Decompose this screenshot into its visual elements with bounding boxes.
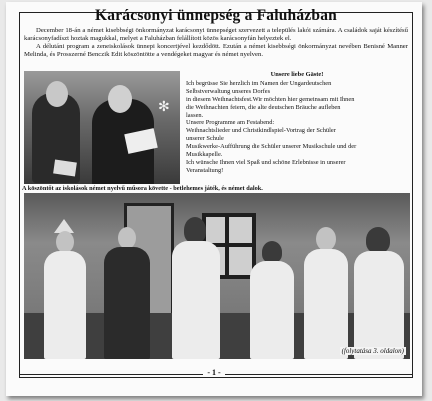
greeting-line: in diesem Weihnachtsfest.Wir möchten hier gemeinsam mit Ihnen [186,95,355,103]
article-intro [24,27,408,59]
continued-note: (folytatása 3. oldalon) [341,347,404,355]
greeting-line: lassen. [186,111,204,119]
page-number-text: - 1 - [203,368,224,377]
article-title: Karácsonyi ünnepség a Faluházban [95,7,337,24]
greeting-line: Ich begrüsse Sie herzlich im Namen der Ungardeutschen [186,79,332,87]
greeting-line: Unsere Programme am Festabend: [186,119,275,127]
newspaper-page [6,2,422,396]
greeting-heading: Unsere liebe Gäste! [270,71,324,78]
snowflake-icon: ✻ [158,100,170,115]
page-number [6,368,422,377]
greeting-line: Ich wünsche Ihnen viel Spaß und schöne Erlebnisse in unserer [186,158,346,166]
photo-speakers [24,71,180,184]
intro-paragraph-1: December 18-án a német kisebbségi önkormányzat karácsonyi ünnepséget szervezett a település lakói számára. A családok saját készítésű karácsonyfadíszt hoztak magukkal, melyet a Faluházban felállított közös karácsonyfán helyeztek el. [24,27,408,43]
greeting-line: Veranstaltung! [186,166,224,174]
greeting-line: Weihnachtslieder und Christkindlspiel-Vortrag der Schüler [186,127,336,135]
greeting-line: Musikwerke-Aufführung die Schüler unserer Musikschule und der [186,143,357,151]
photo-nativity-play [24,193,410,359]
intro-paragraph-2: A délutáni program a zeneiskolások ünnepi koncertjével kezdődött. Ezután a német kisebbségi önkormányzat nevében Benisné Manner Melinda, és Prosszerné Benczik Edit köszöntötte a vendégeket magyar és német nyelven. [24,43,408,59]
greeting-line: Selbstverwaltung unseres Dorfes [186,87,271,95]
greeting-line: unserer Schule [186,135,224,143]
german-greeting [186,71,408,175]
greeting-line: Musikkapelle. [186,151,223,159]
article-frame [19,7,413,378]
greeting-line: die Weihnachten feiern, die alte deutschen Bräuche aufleben [186,103,341,111]
photo-caption: A köszöntőt az iskolások német nyelvű műsora követte - betlehemes játék, és német dalok. [22,185,263,192]
